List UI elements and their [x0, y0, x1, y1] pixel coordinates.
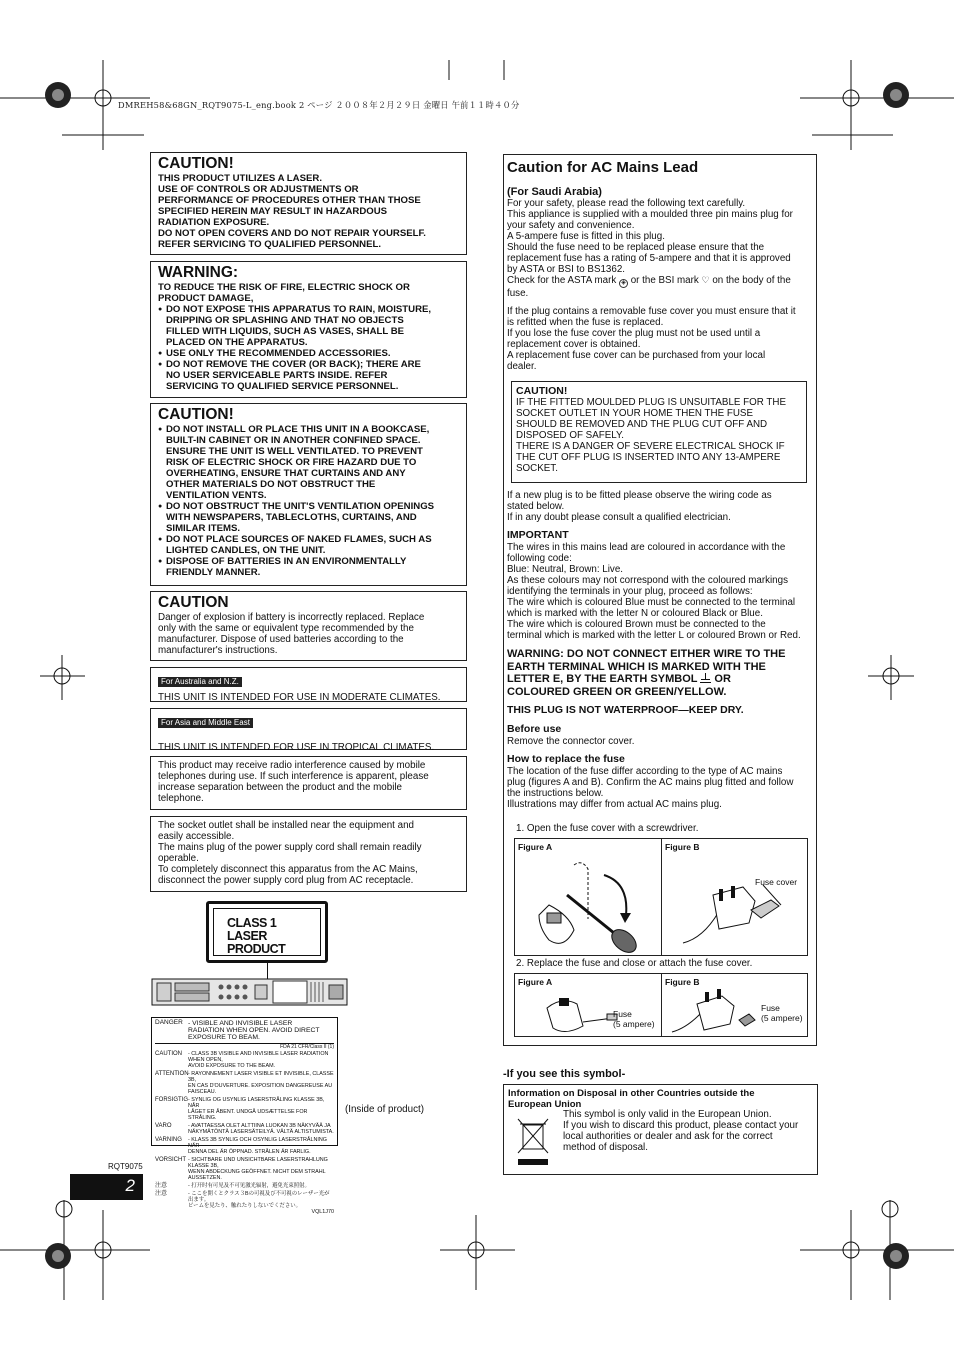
caution-ventilation-box: [150, 403, 467, 586]
crossed-bin-icon: [516, 1117, 550, 1167]
label-row: ATTENTION - RAYONNEMENT LASER VISIBLE ET INVISIBLE, CLASSE 3B, EN CAS D'OUVERTURE. EXPOSITION DANGEREUSE AU FAISCEAU.: [155, 1070, 334, 1095]
earth-symbol-icon: [700, 673, 711, 683]
plug-caution-box: [511, 381, 807, 483]
radio-box: [150, 756, 467, 810]
label-row: FORSIGTIG - SYNLIG OG USYNLIG LASERSTRÅLING KLASSE 3B, NÅR LÅGET ER ÅBENT. UNDGÅ UDSÆTTELSE FOR STRÅLING.: [155, 1096, 325, 1121]
region-tag: For Australia and N.Z.: [158, 677, 242, 687]
step1-figures: [514, 838, 808, 956]
bsi-kitemark-icon: ♡: [701, 275, 710, 285]
new-plug-text: If a new plug is to be fitted please observe the wiring code as stated below. If in any doubt please consult a qualified electrician.: [507, 490, 772, 523]
step2-figures: [514, 973, 808, 1037]
asta-mark-icon: ◈: [619, 279, 628, 288]
radio-text: This product may receive radio interference caused by mobile telephones during use. If such interference is apparent, please increase separation between the product and the mobile telephone.: [158, 760, 429, 804]
footer-code: RQT9075: [108, 1162, 143, 1171]
fuse-label: Fuse (5 ampere): [761, 1003, 803, 1023]
step-1: 1. Open the fuse cover with a screwdriver.: [516, 823, 699, 834]
asia-box: [150, 708, 467, 753]
saudi-text: For your safety, please read the following text carefully. This appliance is supplied with a moulded three pin mains plug for your safety and convenience. A 5-ampere fuse is fitted in this plug. Should the fuse need to be replaced please ensure that the replacement fuse has a rating of 5-ampere and that it is approved by ASTA or BSI to BS1362. Check for the ASTA mark ◈ or the BSI mark ♡ on the body of the fuse.: [507, 198, 793, 299]
caution-battery-title: CAUTION: [158, 594, 229, 611]
ac-mains-title: Caution for AC Mains Lead: [507, 159, 699, 176]
waterproof-notice: THIS PLUG IS NOT WATERPROOF—KEEP DRY.: [507, 704, 744, 716]
figure-a-label: Figure A: [518, 977, 553, 987]
warning-box: [150, 261, 467, 398]
important-heading: IMPORTANT: [507, 529, 569, 541]
caution-bullet: ● DISPOSE OF BATTERIES IN AN ENVIRONMENTALLY FRIENDLY MANNER.: [158, 556, 459, 578]
fuse-cover-text: If the plug contains a removable fuse cover you must ensure that it is refitted when the fuse is replaced. If you lose the fuse cover the plug must not be used until a replacement cover is obtained. A replacement fuse cover can be purchased from your local dealer.: [507, 306, 796, 372]
plug-caution-title: CAUTION!: [516, 385, 568, 397]
caution-bullet: ● DO NOT PLACE SOURCES OF NAKED FLAMES, SUCH AS LIGHTED CANDLES, ON THE UNIT.: [158, 534, 459, 556]
plug-caution-text: IF THE FITTED MOULDED PLUG IS UNSUITABLE FOR THE SOCKET OUTLET IN YOUR HOME THEN THE FUSE SHOULD BE REMOVED AND THE PLUG CUT OFF AND DISPOSED OF SAFELY. THERE IS A DANGER OF SEVERE ELECTRICAL SHOCK IF THE CUT OFF PLUG IS INSERTED INTO ANY 13-AMPERE SOCKET.: [516, 397, 786, 474]
asia-text: THIS UNIT IS INTENDED FOR USE IN TROPICAL CLIMATES.: [158, 742, 435, 753]
socket-text: The socket outlet shall be installed near the equipment and easily accessible. The mains plug of the power supply cord shall remain readily operable. To completely disconnect this apparatus from the AC Mains, disconnect the power supply cord plug from AC receptacle.: [158, 820, 422, 886]
label-row: 注意 - 打开时有可见及不可见激光辐射，避免光束照射。: [155, 1182, 310, 1189]
caution-laser-title: CAUTION!: [158, 155, 234, 172]
caution-bullet: ● DO NOT OBSTRUCT THE UNIT'S VENTILATION OPENINGS WITH NEWSPAPERS, TABLECLOTHS, CURTAINS, AND SIMILAR ITEMS.: [158, 501, 459, 534]
label-row: VARNING - KLASS 3B SYNLIG OCH OSYNLIG LASERSTRÅLNING NÄR DENNA DEL ÄR ÖPPNAD. STRÅLEN ÄR FARLIG.: [155, 1136, 328, 1155]
label-fda: FDA 21 CFR/Class II (1): [280, 1043, 334, 1050]
inside-caption: (Inside of product): [345, 1104, 424, 1115]
caution-laser-text: THIS PRODUCT UTILIZES A LASER. USE OF CONTROLS OR ADJUSTMENTS OR PERFORMANCE OF PROCEDURES OTHER THAN THOSE SPECIFIED HEREIN MAY RESULT IN HAZARDOUS RADIATION EXPOSURE. DO NOT OPEN COVERS AND DO NOT REPAIR YOURSELF. REFER SERVICING TO QUALIFIED PERSONNEL.: [158, 173, 426, 250]
before-use-heading: Before use: [507, 723, 562, 735]
fuse-cover-label: Fuse cover: [755, 877, 798, 887]
howto-heading: How to replace the fuse: [507, 753, 625, 765]
label-row: VORSICHT - SICHTBARE UND UNSICHTBARE LASERSTRAHLUNG KLASSE 3B, WENN ABDECKUNG GEÖFFNET. NICHT DEM STRAHL AUSSETZEN.: [155, 1156, 328, 1181]
label-row: 注意 - ここを開くとクラス３Bの可視及び不可視のレーザー光が出ます。 ビームを見たり、触れたりしないでください。 VQL1J70: [155, 1190, 334, 1215]
warning-title: WARNING:: [158, 264, 239, 281]
caution-battery-text: Danger of explosion if battery is incorrectly replaced. Replace only with the same or equivalent type recommended by the manufacturer. Dispose of used batteries according to the manufacturer's instructions.: [158, 612, 425, 656]
warning-text: TO REDUCE THE RISK OF FIRE, ELECTRIC SHOCK OR PRODUCT DAMAGE, ● DO NOT EXPOSE THIS APPARATUS TO RAIN, MOISTURE, DRIPPING OR SPLASHING AND THAT NO OBJECTS FILLED WITH LIQUIDS, SUCH AS VASES, SHALL BE PLACED ON THE APPARATUS. ● USE ONLY THE RECOMMENDED ACCESSORIES. ● DO NOT REMOVE THE COVER (OR BACK); THERE ARE NO USER SERVICEABLE PARTS INSIDE. REFER SERVICING TO QUALIFIED SERVICE PERSONNEL.: [158, 282, 459, 392]
region-tag: For Asia and Middle East: [158, 718, 253, 728]
label-row: CAUTION - CLASS 3B VISIBLE AND INVISIBLE LASER RADIATION WHEN OPEN, AVOID EXPOSURE TO THE BEAM.: [155, 1050, 329, 1069]
caution-ventilation-title: CAUTION!: [158, 406, 234, 423]
caution-battery-box: [150, 591, 467, 661]
warning-bullet: ● USE ONLY THE RECOMMENDED ACCESSORIES.: [158, 348, 459, 359]
important-text: The wires in this mains lead are coloured in accordance with the following code: Blue: Neutral, Brown: Live. As these colours may not correspond with the coloured markings identifying the terminals in your plug, proceed as follows: The wire which is coloured Blue must be connected to the terminal which is marked with the letter N or coloured Black or Blue. The wire which is coloured Brown must be connected to the terminal which is marked with the letter L or coloured Brown or Red.: [507, 542, 801, 641]
disposal-box: [503, 1084, 818, 1175]
label-row: VARO - AVATTAESSA OLET ALTTIINA LUOKAN 3B NÄKYVÄÄ JA NÄKYMÄTÖNTÄ LASERSÄTEILYÄ. VÄLTÄ ALTISTUMISTA.: [155, 1122, 334, 1135]
warning-bullet: ● DO NOT REMOVE THE COVER (OR BACK); THERE ARE NO USER SERVICEABLE PARTS INSIDE. REFER SERVICING TO QUALIFIED SERVICE PERSONNEL.: [158, 359, 459, 392]
warning-bullet: ● DO NOT EXPOSE THIS APPARATUS TO RAIN, MOISTURE, DRIPPING OR SPLASHING AND THAT NO OBJECTS FILLED WITH LIQUIDS, SUCH AS VASES, SHALL BE PLACED ON THE APPARATUS.: [158, 304, 459, 348]
step-2: 2. Replace the fuse and close or attach the fuse cover.: [516, 958, 753, 969]
australia-text: THIS UNIT IS INTENDED FOR USE IN MODERATE CLIMATES.: [158, 692, 441, 703]
symbol-heading: -If you see this symbol-: [503, 1068, 626, 1080]
file-header: DMREH58&68GN_RQT9075-L_eng.book 2 ページ ２００８年２月２９日 金曜日 午前１１時４０分: [118, 100, 520, 110]
disposal-text: This symbol is only valid in the European Union. If you wish to discard this product, please contact your local authorities or dealer and ask for the correct method of disposal.: [563, 1109, 799, 1153]
figure-b-label: Figure B: [665, 842, 700, 852]
disposal-title: Information on Disposal in other Countries outside the European Union: [508, 1088, 755, 1110]
earth-warning: WARNING: DO NOT CONNECT EITHER WIRE TO THE EARTH TERMINAL WHICH IS MARKED WITH THE LETTER E, BY THE EARTH SYMBOL OR COLOURED GREEN OR GREEN/YELLOW.: [507, 648, 786, 698]
australia-box: [150, 667, 467, 702]
saudi-heading: (For Saudi Arabia): [507, 186, 602, 198]
page-number-tab: [70, 1174, 143, 1200]
figure-a-label: Figure A: [518, 842, 553, 852]
unit-rear-panel: [151, 976, 348, 1008]
fuse-label: Fuse (5 ampere): [613, 1009, 655, 1029]
plug-screwdriver-illustration: [519, 855, 659, 955]
multilingual-laser-label: [151, 1017, 338, 1215]
caution-laser-box: [150, 152, 467, 255]
plug-fuse-fig-b: [667, 986, 767, 1036]
caution-ventilation-text: [158, 424, 459, 578]
socket-box: [150, 816, 467, 892]
howto-text: The location of the fuse differ according to the type of AC mains plug (figures A and B). Confirm the AC mains plug fitted and follow the instructions below. Illustrations may differ from actual AC mains plug.: [507, 766, 794, 810]
class1-laser-label: CLASS 1 LASER PRODUCT: [206, 901, 328, 963]
plug-fuse-cover-illustration: [663, 855, 807, 955]
figure-b-label: Figure B: [665, 977, 700, 987]
label-row: DANGER - VISIBLE AND INVISIBLE LASER RADIATION WHEN OPEN. AVOID DIRECT EXPOSURE TO BEAM.: [155, 1020, 334, 1044]
before-use-text: Remove the connector cover.: [507, 736, 635, 747]
caution-bullet: ● DO NOT INSTALL OR PLACE THIS UNIT IN A BOOKCASE, BUILT-IN CABINET OR IN ANOTHER CONFINED SPACE. ENSURE THE UNIT IS WELL VENTILATED. TO PREVENT RISK OF ELECTRIC SHOCK OR FIRE HAZARD DUE TO OVERHEATING, ENSURE THAT CURTAINS AND ANY OTHER MATERIALS DO NOT OBSTRUCT THE VENTILATION VENTS.: [158, 424, 459, 501]
page-number: 2: [125, 1176, 135, 1195]
